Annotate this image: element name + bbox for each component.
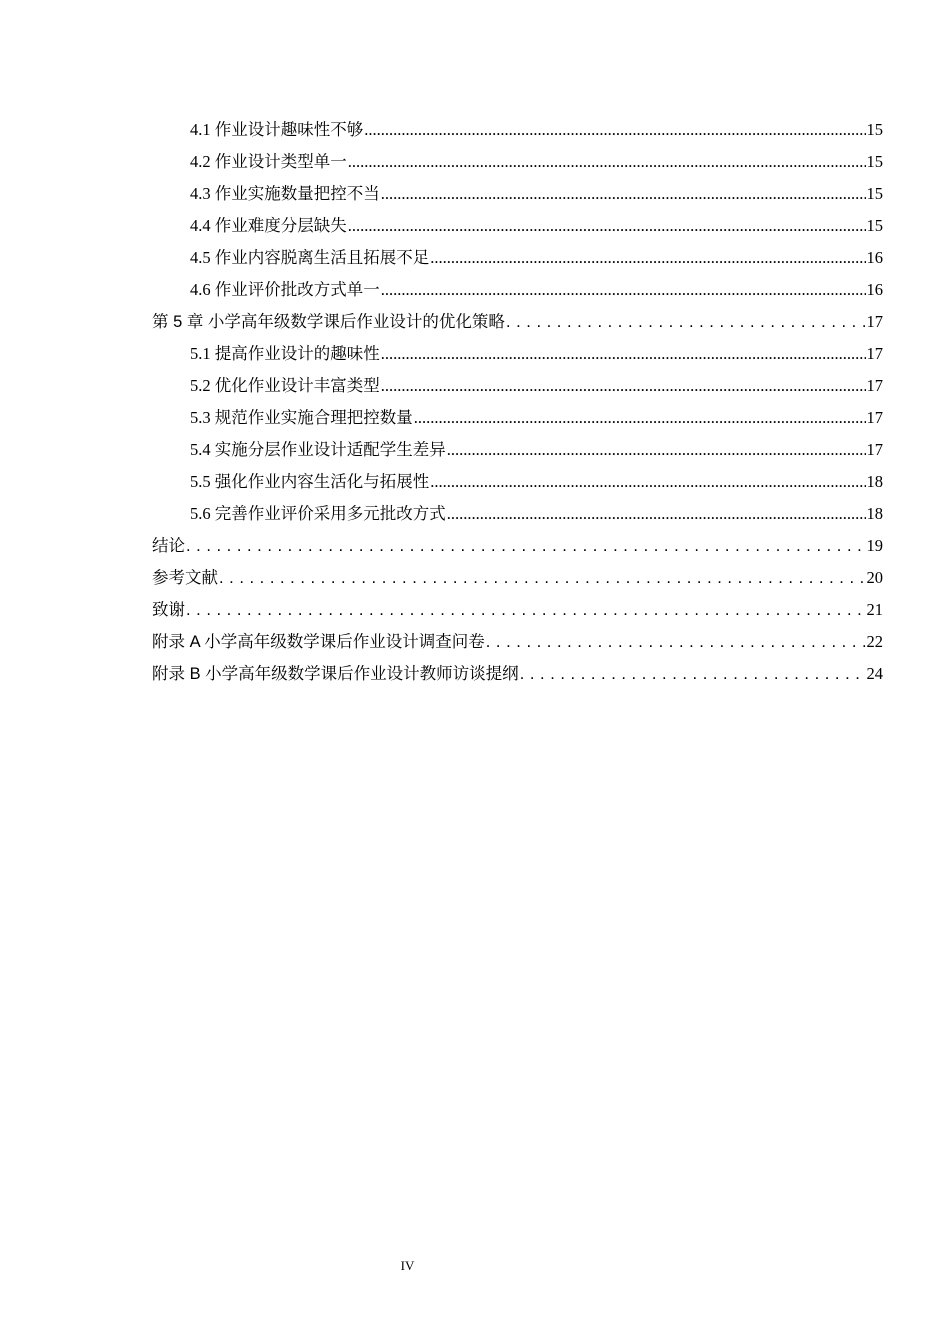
toc-entry[interactable] [152,274,883,306]
toc-dot-leader [219,562,866,594]
toc-dot-leader [364,114,865,146]
toc-entry[interactable] [152,434,883,466]
toc-entry-title: 4.3 作业实施数量把控不当 [190,184,380,203]
toc-dot-leader [486,626,866,658]
toc-entry-page: 16 [866,248,883,267]
toc-entry-page: 17 [866,312,883,331]
toc-dot-leader [381,370,866,402]
toc-entry-page: 16 [866,280,883,299]
toc-entry-page: 24 [866,664,883,683]
page-number-footer: IV [400,1258,415,1273]
toc-entry-page: 15 [866,120,883,139]
toc-entry-title: 4.1 作业设计趣味性不够 [190,120,364,139]
toc-entry-title: 5.1 提高作业设计的趣味性 [190,344,380,363]
toc-dot-leader [381,274,866,306]
toc-dot-leader [430,466,865,498]
toc-dot-leader [381,338,866,370]
toc-dot-leader [447,498,866,530]
toc-entry[interactable] [152,178,883,210]
toc-entry-appendix-b[interactable] [152,658,883,690]
toc-dot-leader [414,402,866,434]
toc-dot-leader [520,658,866,690]
toc-entry-page: 18 [866,472,883,491]
toc-entry-page: 20 [866,568,883,587]
toc-entry-page: 15 [866,184,883,203]
toc-entry-page: 15 [866,152,883,171]
toc-entry-acknowledgements[interactable] [152,594,883,626]
toc-entry[interactable] [152,242,883,274]
toc-dot-leader [381,178,866,210]
toc-entry[interactable] [152,466,883,498]
toc-entry-title: 4.5 作业内容脱离生活且拓展不足 [190,248,430,267]
toc-entry-title: 附录 B 小学高年级数学课后作业设计教师访谈提纲 [152,665,519,683]
toc-entry-title: 5.2 优化作业设计丰富类型 [190,376,380,395]
toc-entry-chapter[interactable] [152,306,883,338]
toc-entry-page: 21 [866,600,883,619]
toc-entry-title: 第 5 章 小学高年级数学课后作业设计的优化策略 [152,313,505,331]
toc-entry-page: 19 [866,536,883,555]
toc-entry-page: 17 [866,440,883,459]
toc-entry-title: 4.2 作业设计类型单一 [190,152,347,171]
toc-entry-title: 4.6 作业评价批改方式单一 [190,280,380,299]
toc-entry[interactable] [152,498,883,530]
toc-dot-leader [447,434,866,466]
table-of-contents [152,114,883,690]
toc-dot-leader [348,146,866,178]
toc-entry-page: 17 [866,408,883,427]
toc-entry-page: 18 [866,504,883,523]
toc-entry-page: 15 [866,216,883,235]
toc-entry-title: 致谢 [152,601,185,619]
toc-entry-page: 22 [866,632,883,651]
toc-entry-references[interactable] [152,562,883,594]
toc-entry[interactable] [152,210,883,242]
toc-entry-title: 4.4 作业难度分层缺失 [190,216,347,235]
toc-dot-leader [430,242,865,274]
toc-entry-title: 参考文献 [152,569,218,587]
toc-entry-title: 5.5 强化作业内容生活化与拓展性 [190,472,430,491]
toc-entry-page: 17 [866,376,883,395]
toc-entry-title: 附录 A 小学高年级数学课后作业设计调查问卷 [152,633,485,651]
toc-dot-leader [186,530,866,562]
toc-entry[interactable] [152,338,883,370]
toc-entry-title: 5.3 规范作业实施合理把控数量 [190,408,413,427]
toc-entry[interactable] [152,146,883,178]
toc-entry-title: 5.4 实施分层作业设计适配学生差异 [190,440,446,459]
toc-entry-appendix-a[interactable] [152,626,883,658]
toc-entry-page: 17 [866,344,883,363]
toc-dot-leader [348,210,866,242]
toc-entry-title: 结论 [152,537,185,555]
toc-dot-leader [186,594,866,626]
toc-entry[interactable] [152,402,883,434]
toc-entry[interactable] [152,370,883,402]
toc-dot-leader [506,306,866,338]
toc-entry-title: 5.6 完善作业评价采用多元批改方式 [190,504,446,523]
toc-entry[interactable] [152,114,883,146]
toc-entry-conclusion[interactable] [152,530,883,562]
